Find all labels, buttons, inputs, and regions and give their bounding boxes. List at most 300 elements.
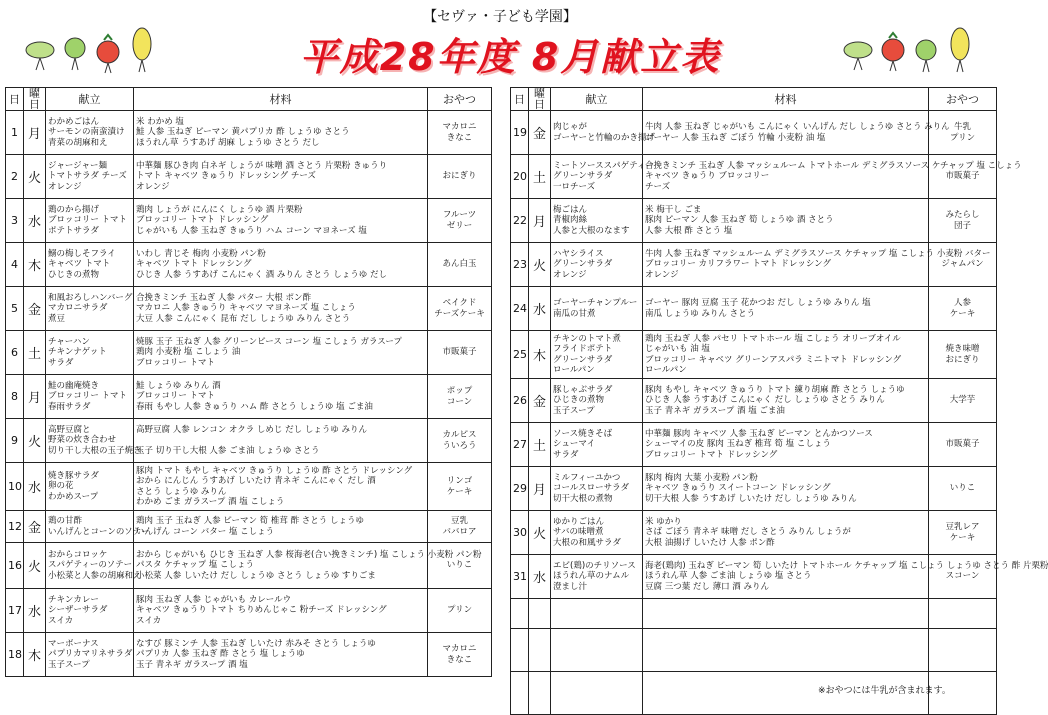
menu-line: ハヤシライス: [553, 248, 604, 259]
ingredients-cell: [643, 111, 950, 155]
menu-line: 切り干し大根の玉子焼き: [48, 445, 142, 456]
menu-line: 高野豆腐と: [48, 424, 91, 435]
menu-line: オレンジ: [48, 181, 82, 192]
menu-line: いんげんとコーンのソテー: [48, 526, 150, 537]
weekday-cell: 金: [529, 111, 551, 155]
snack-line: きなこ: [446, 132, 473, 143]
snack-line: 大学芋: [949, 395, 976, 406]
ingredient-line: 鶏肉 玉ねぎ 人参 パセリ トマトホール 塩 こしょう オリーブオイル: [645, 333, 901, 344]
ingredient-line: おから にんじん うすあげ しいたけ 青ネギ こんにゃく だし 酒: [136, 476, 376, 486]
footnote: ※おやつには牛乳が含まれます。: [818, 686, 951, 696]
table-row: [6, 543, 492, 589]
snack-line: プリン: [949, 132, 976, 143]
table-row: [511, 379, 997, 423]
ingredients-cell: [643, 379, 929, 423]
table-row: [6, 511, 492, 543]
ingredient-line: 高野豆腐 人参 レンコン オクラ しめじ だし しょうゆ みりん: [136, 424, 368, 435]
menu-cell: [46, 287, 134, 331]
menu-cell: [551, 379, 643, 423]
ingredient-line: 玉子 切り干し大根 人参 ごま油 しょうゆ さとう: [136, 445, 320, 456]
menu-line: トマトサラダ チーズ: [48, 171, 127, 182]
menu-line: サーモンの南蛮漬け: [48, 127, 125, 138]
snack-line: きなこ: [446, 654, 473, 665]
weekday-cell: 金: [24, 511, 46, 543]
menu-line: スイカ: [48, 615, 74, 626]
menu-line: チャーハン: [48, 336, 90, 347]
ingredients-cell: [134, 375, 428, 419]
weekday-cell: 土: [24, 331, 46, 375]
empty-cell: [551, 629, 643, 672]
ingredients-cell: [134, 243, 428, 287]
ingredient-line: ほうれん草 人参 ごま油 しょうゆ 塩 さとう: [645, 571, 812, 582]
menu-line: シーザーサラダ: [48, 605, 108, 616]
weekday-header: 曜日: [529, 88, 551, 111]
ingredient-line: 豚肉 玉ねぎ 人参 じゃがいも カレールウ: [136, 594, 292, 605]
weekday-cell: 月: [24, 375, 46, 419]
ingredient-line: ブロッコリー キャベツ グリーンアスパラ ミニトマト ドレッシング: [645, 354, 902, 365]
weekday-cell: 火: [24, 419, 46, 463]
snack-line: ゼリー: [446, 220, 473, 231]
menu-line: フライドポテト: [553, 344, 613, 354]
menu-line: グリーンサラダ: [553, 171, 613, 182]
day-cell: 22: [511, 199, 529, 243]
ingredient-line: 海老(鶏肉) 玉ねぎ ピーマン 筍 しいたけ トマトホール ケチャップ 塩 こしょう しょうゆ さとう 酢 片栗粉: [645, 560, 1048, 571]
menu-line: 南瓜の甘煮: [553, 308, 596, 319]
menu-line: チキンのトマト煮: [553, 333, 621, 344]
day-cell: 9: [6, 419, 24, 463]
menu-line: ゆかりごはん: [553, 516, 605, 527]
ingredients-cell: [134, 511, 428, 543]
day-cell: 12: [6, 511, 24, 543]
ingredients-cell: [134, 463, 428, 511]
ingredient-line: ブロッコリー トマト: [136, 391, 216, 402]
snack-line: ういろう: [442, 440, 477, 451]
table-row: [6, 331, 492, 375]
snack-line: コーン: [446, 396, 473, 407]
snack-cell: [929, 423, 997, 467]
menu-line: マーボーナス: [48, 638, 99, 649]
menu-line: スパゲティーのソテー: [48, 560, 133, 571]
ingredient-line: 南瓜 しょうゆ みりん さとう: [645, 308, 756, 319]
day-cell: 6: [6, 331, 24, 375]
menu-line: 澄まし汁: [553, 581, 588, 592]
menu-line: 人参と大根のなます: [553, 225, 630, 236]
menu-cell: [46, 331, 134, 375]
ingredient-line: 牛肉 人参 玉ねぎ マッシュルーム デミグラスソース ケチャップ 塩 こしょう 小麦粉 バター: [645, 248, 991, 259]
ingredients-cell: [134, 287, 428, 331]
menu-line: キャベツ トマト: [48, 259, 111, 270]
snack-line: ベイクド: [442, 298, 477, 308]
ingredient-line: 焼豚 玉子 玉ねぎ 人参 グリーンピース コーン 塩 こしょう ガラスープ: [136, 336, 402, 347]
snack-cell: [428, 287, 492, 331]
table-row: [511, 511, 997, 555]
snack-cell: [929, 331, 997, 379]
menu-cell: [551, 111, 656, 155]
ingredients-cell: [134, 419, 428, 463]
snack-cell: [929, 111, 997, 155]
weekday-header: 曜日: [24, 88, 46, 111]
header: [0, 0, 1000, 82]
menu-line: ソース焼きそば: [553, 428, 613, 439]
vegetable-illustration-icon: [20, 20, 165, 80]
menu-line: ゴーヤーと竹輪のかき揚げ: [553, 132, 656, 143]
weekday-cell: 土: [529, 155, 551, 199]
menu-cell: [551, 511, 643, 555]
ingredient-line: 豆腐 三つ葉 だし 薄口 酒 みりん: [645, 581, 770, 592]
menu-line: シューマイ: [553, 439, 596, 450]
weekday-cell: 月: [24, 111, 46, 155]
table-row: [6, 375, 492, 419]
snack-line: いりこ: [949, 483, 976, 494]
snack-header: おやつ: [929, 88, 997, 111]
menu-line: ひじきの煮物: [48, 269, 100, 280]
ingredient-line: トマト キャベツ きゅうり ドレッシング チーズ: [136, 171, 316, 182]
empty-cell: [511, 599, 529, 629]
ingredient-line: じゃがいも 人参 玉ねぎ きゅうり ハム コーン マヨネーズ 塩: [136, 225, 367, 236]
day-cell: 10: [6, 463, 24, 511]
menu-line: 春雨サラダ: [48, 401, 91, 412]
empty-cell: [529, 629, 551, 672]
ingredient-line: ひじき 人参 うすあげ こんにゃく だし しょうゆ さとう みりん: [645, 395, 885, 406]
menu-cell: [46, 463, 134, 511]
ingredient-line: 人参 大根 酢 さとう 塩: [645, 225, 733, 236]
menu-line: 青菜の胡麻和え: [48, 137, 108, 148]
day-cell: 19: [511, 111, 529, 155]
ingredient-line: ブロッコリー トマト ドレッシング: [136, 215, 269, 226]
menu-line: 大根の和風サラダ: [553, 537, 621, 548]
menu-cell: [46, 419, 142, 463]
menu-cell: [46, 511, 150, 543]
snack-cell: [428, 511, 492, 543]
menu-line: コールスローサラダ: [553, 483, 629, 494]
snack-line: いりこ: [446, 560, 473, 571]
ingredient-line: パスタ ケチャップ 塩 こしょう: [136, 560, 255, 571]
weekday-cell: 水: [24, 589, 46, 633]
snack-cell: [929, 379, 997, 423]
snack-line: 牛乳: [953, 122, 971, 132]
ingredient-line: キャベツ きゅうり ブロッコリー: [645, 171, 770, 182]
weekday-cell: 金: [24, 287, 46, 331]
snack-cell: [929, 511, 997, 555]
ingredient-line: パプリカ 人参 玉ねぎ 酢 さとう 塩 しょうゆ: [136, 649, 305, 660]
empty-cell: [643, 599, 929, 629]
menu-line: チキンカレー: [48, 594, 99, 605]
ingredients-cell: [134, 199, 428, 243]
weekday-cell: 木: [529, 331, 551, 379]
snack-cell: [428, 155, 492, 199]
table-row: [511, 287, 997, 331]
menu-line: 一ロチーズ: [553, 181, 596, 192]
menu-line: わかめごはん: [48, 116, 100, 127]
snack-line: 豆乳: [450, 516, 468, 526]
menu-line: マカロニサラダ: [48, 303, 108, 314]
ingredient-line: 春雨 もやし 人参 きゅうり ハム 酢 さとう しょうゆ 塩 ごま油: [136, 401, 373, 412]
ingredient-line: ゴーヤー 人参 玉ねぎ ごぼう 竹輪 小麦粉 油 塩: [645, 132, 826, 143]
ingredients-header: 材料: [643, 88, 929, 111]
weekday-cell: 火: [24, 543, 46, 589]
snack-cell: [428, 589, 492, 633]
day-cell: 26: [511, 379, 529, 423]
day-cell: 2: [6, 155, 24, 199]
snack-line: スコーン: [945, 571, 980, 582]
menu-line: ロールパン: [553, 365, 595, 375]
snack-line: 市販菓子: [442, 347, 477, 358]
table-header-row: [6, 88, 492, 111]
menu-line: オレンジ: [553, 269, 587, 280]
snack-line: ケーキ: [446, 486, 473, 497]
ingredient-line: 合挽きミンチ 玉ねぎ 人参 パター 大根 ポン酢: [136, 292, 312, 303]
empty-cell: [643, 629, 929, 672]
snack-cell: [428, 419, 492, 463]
menu-line: ブロッコリー トマト: [48, 391, 128, 402]
table-row: [6, 633, 492, 677]
day-cell: 8: [6, 375, 24, 419]
snack-line: みたらし: [945, 210, 980, 220]
snack-line: カルピス: [442, 430, 477, 440]
ingredient-line: おから じゃがいも ひじき 玉ねぎ 人参 桜海老(合い挽きミンチ) 塩 こしょう 小麦粉 パン粉: [136, 549, 482, 560]
weekday-cell: 月: [529, 467, 551, 511]
menu-cell: [551, 287, 643, 331]
weekday-cell: 月: [529, 199, 551, 243]
menu-cell: [551, 555, 643, 599]
ingredient-line: 鶏肉 玉子 玉ねぎ 人参 ピーマン 筍 椎茸 酢 さとう しょうゆ: [136, 516, 364, 526]
ingredient-line: いんげん コーン バター 塩 こしょう: [136, 526, 275, 537]
ingredients-cell: [643, 511, 929, 555]
ingredient-line: 鶏肉 しょうが にんにく しょうゆ 酒 片栗粉: [136, 204, 303, 215]
table-row: [511, 243, 997, 287]
weekday-cell: 水: [529, 555, 551, 599]
day-cell: 16: [6, 543, 24, 589]
snack-line: 市販菓子: [945, 171, 980, 182]
ingredient-line: ゴーヤー 豚肉 豆腐 玉子 花かつお だし しょうゆ みりん 塩: [645, 298, 871, 308]
table-row: [6, 287, 492, 331]
snack-line: おにぎり: [945, 354, 980, 365]
table-row: [511, 423, 997, 467]
snack-line: ケーキ: [949, 308, 976, 319]
ingredient-line: 小松菜 人参 しいたけ だし しょうゆ さとう しょうゆ すりごま: [136, 570, 376, 581]
ingredient-line: 中華麺 豚ひき肉 白ネギ しょうが 味噌 酒 さとう 片栗粉 きゅうり: [136, 160, 388, 171]
page-title: 平成28年度 8月献立表: [299, 35, 721, 79]
day-cell: 25: [511, 331, 529, 379]
menu-line: サバの味噌煮: [553, 527, 604, 538]
ingredient-line: 米 わかめ 塩: [136, 116, 184, 127]
menu-line: 青椒肉絲: [553, 215, 588, 226]
menu-line: ミルフィーユかつ: [553, 472, 621, 483]
ingredient-line: ロールパン: [645, 365, 687, 375]
snack-line: ポップ: [446, 386, 473, 396]
day-cell: 27: [511, 423, 529, 467]
day-header: 日: [6, 88, 24, 111]
menu-line: 梅ごはん: [553, 204, 588, 215]
table-row: [511, 199, 997, 243]
menu-line: チキンナゲット: [48, 347, 107, 358]
ingredient-line: ブロッコリー トマト ドレッシング: [645, 449, 778, 460]
menu-line: 焼き豚サラダ: [48, 470, 99, 481]
ingredient-line: オレンジ: [136, 181, 170, 192]
ingredient-line: いわし 青じそ 梅肉 小麦粉 パン粉: [136, 248, 266, 259]
day-cell: 5: [6, 287, 24, 331]
snack-line: ババロア: [442, 526, 477, 537]
school-name: 【セヴァ・子ども学園】: [423, 9, 577, 25]
ingredient-line: さとう しょうゆ みりん: [136, 486, 227, 497]
ingredient-line: なすび 豚ミンチ 人参 玉ねぎ しいたけ 赤みそ さとう しょうゆ: [136, 638, 376, 649]
snack-cell: [428, 111, 492, 155]
menu-line: わかめスープ: [48, 491, 99, 502]
ingredient-line: オレンジ: [645, 269, 679, 280]
menu-line: 和風おろしハンバーグ: [48, 292, 133, 303]
ingredient-line: キャベツ きゅうり スイートコーン ドレッシング: [645, 483, 831, 494]
ingredient-line: ほうれん草 うすあげ 胡麻 しょうゆ さとう だし: [136, 137, 320, 148]
empty-cell: [511, 629, 529, 672]
ingredient-line: キャベツ きゅうり トマト ちりめんじゃこ 粉チーズ ドレッシング: [136, 605, 387, 616]
ingredients-header: 材料: [134, 88, 428, 111]
empty-cell: [511, 672, 529, 715]
day-cell: 18: [6, 633, 24, 677]
ingredients-cell: [643, 467, 929, 511]
ingredients-cell: [643, 199, 929, 243]
menu-cell: [46, 243, 134, 287]
snack-cell: [929, 199, 997, 243]
ingredients-cell: [643, 331, 929, 379]
snack-header: おやつ: [428, 88, 492, 111]
table-row: [511, 331, 997, 379]
menu-cell: [46, 375, 134, 419]
menu-line: 野菜の炊き合わせ: [48, 435, 117, 446]
menu-line: ポテトサラダ: [48, 225, 99, 236]
ingredient-line: [136, 435, 425, 446]
empty-row: [511, 599, 997, 629]
ingredient-line: スイカ: [136, 615, 162, 626]
menu-header: 献立: [46, 88, 134, 111]
snack-cell: [428, 331, 492, 375]
ingredient-line: ブロッコリー トマト: [136, 357, 216, 368]
day-cell: 1: [6, 111, 24, 155]
ingredients-cell: [134, 589, 428, 633]
ingredient-line: 牛肉 人参 玉ねぎ じゃがいも こんにゃく いんげん だし しょうゆ さとう みりん: [645, 122, 950, 132]
day-cell: 17: [6, 589, 24, 633]
menu-line: 煮豆: [48, 313, 66, 324]
menu-line: ゴーヤーチャンプルー: [553, 298, 638, 308]
menu-line: ミートソーススパゲティー: [553, 160, 654, 171]
snack-line: ケーキ: [949, 532, 976, 543]
snack-cell: [929, 287, 997, 331]
menu-line: 玉子スープ: [553, 405, 595, 416]
ingredient-line: さば ごぼう 青ネギ 味噌 だし さとう みりん しょうが: [645, 527, 851, 538]
menu-line: 鮭の幽庵焼き: [48, 380, 100, 391]
ingredient-line: ひじき 人参 うすあげ こんにゃく 酒 みりん さとう しょうゆ だし: [136, 269, 387, 280]
menu-cell: [551, 243, 643, 287]
snack-line: おにぎり: [442, 171, 477, 182]
menu-line: サラダ: [48, 357, 74, 368]
table-row: [511, 111, 997, 155]
table-row: [511, 555, 997, 599]
snack-line: プリン: [446, 605, 473, 616]
menu-line: 豚しゃぶサラダ: [553, 384, 613, 395]
ingredient-line: わかめ ごま ガラスープ 酒 塩 こしょう: [136, 497, 285, 507]
table-row: [6, 463, 492, 511]
empty-row: [511, 629, 997, 672]
menu-line: 鶏の甘酢: [48, 516, 83, 526]
ingredient-line: 大根 油揚げ しいたけ 人参 ポン酢: [645, 537, 775, 548]
menu-cell: [551, 423, 643, 467]
ingredient-line: 豚肉 もやし キャベツ きゅうり トマト 練り胡麻 酢 さとう しょうゆ: [645, 384, 905, 395]
table-header-row: [511, 88, 997, 111]
snack-line: あん白玉: [442, 259, 477, 270]
ingredient-line: 米 梅干し ごま: [645, 204, 702, 215]
day-cell: 30: [511, 511, 529, 555]
day-cell: 29: [511, 467, 529, 511]
weekday-cell: 火: [24, 155, 46, 199]
table-row: [6, 589, 492, 633]
menu-line: ほうれん草のナムル: [553, 571, 630, 582]
menu-table-left: [5, 87, 492, 677]
snack-cell: [428, 463, 492, 511]
menu-line: ジャージャー麺: [48, 160, 107, 171]
ingredient-line: 鮭 しょうゆ みりん 酒: [136, 380, 221, 391]
ingredients-cell: [134, 633, 428, 677]
menu-line: エビ(鶏)のチリソース: [553, 560, 636, 571]
day-cell: 3: [6, 199, 24, 243]
menu-line: 卵の花: [48, 481, 74, 492]
ingredients-cell: [134, 331, 428, 375]
ingredient-line: 豚肉 ピーマン 人参 玉ねぎ 筍 しょうゆ 酒 さとう: [645, 215, 834, 226]
empty-cell: [929, 629, 997, 672]
ingredient-line: シューマイの皮 豚肉 玉ねぎ 椎茸 筍 塩 こしょう: [645, 439, 831, 450]
ingredients-cell: [643, 423, 929, 467]
menu-line: 玉子スープ: [48, 659, 90, 670]
snack-line: リンゴ: [446, 476, 473, 486]
ingredients-cell: [134, 155, 428, 199]
weekday-cell: 水: [24, 463, 46, 511]
ingredient-line: 鶏肉 小麦粉 塩 こしょう 油: [136, 347, 241, 358]
menu-line: 鰯の梅しそフライ: [48, 248, 116, 259]
table-row: [6, 155, 492, 199]
ingredient-line: マカロニ 人参 きゅうり キャベツ マヨネーズ 塩 こしょう: [136, 303, 356, 314]
menu-cell: [46, 155, 134, 199]
menu-cell: [46, 589, 134, 633]
menu-cell: [551, 199, 643, 243]
empty-cell: [529, 672, 551, 715]
ingredient-line: キャベツ トマト ドレッシング: [136, 259, 252, 270]
ingredients-cell: [134, 111, 428, 155]
ingredient-line: 豚肉 トマト もやし キャベツ きゅうり しょうゆ 酢 さとう ドレッシング: [136, 465, 413, 476]
ingredients-cell: [643, 287, 929, 331]
day-cell: 4: [6, 243, 24, 287]
menu-table-right: [510, 87, 1048, 715]
empty-cell: [551, 599, 643, 629]
ingredient-line: 玉子 青ネギ ガラスープ 酒 塩: [136, 659, 248, 670]
day-cell: 31: [511, 555, 529, 599]
menu-cell: [46, 199, 134, 243]
day-header: 日: [511, 88, 529, 111]
ingredient-line: 米 ゆかり: [645, 516, 682, 527]
ingredient-line: 大豆 人参 こんにゃく 昆布 だし しょうゆ みりん さとう: [136, 313, 351, 324]
snack-line: マカロニ: [442, 122, 477, 132]
table-row: [6, 199, 492, 243]
snack-line: ジャムパン: [941, 259, 984, 270]
vegetable-illustration-icon: [838, 20, 983, 80]
weekday-cell: 水: [529, 287, 551, 331]
snack-line: 市販菓子: [945, 439, 980, 450]
ingredient-line: 中華麺 豚肉 キャベツ 人参 玉ねぎ ピーマン とんかつソース: [645, 428, 873, 439]
snack-line: 人参: [953, 298, 971, 308]
ingredient-line: 切干大根 人参 うすあげ しいたけ だし しょうゆ みりん: [645, 493, 857, 504]
day-cell: 20: [511, 155, 529, 199]
snack-cell: [929, 467, 997, 511]
snack-cell: [428, 375, 492, 419]
snack-line: 豆乳レア: [945, 522, 980, 532]
empty-cell: [551, 672, 643, 715]
